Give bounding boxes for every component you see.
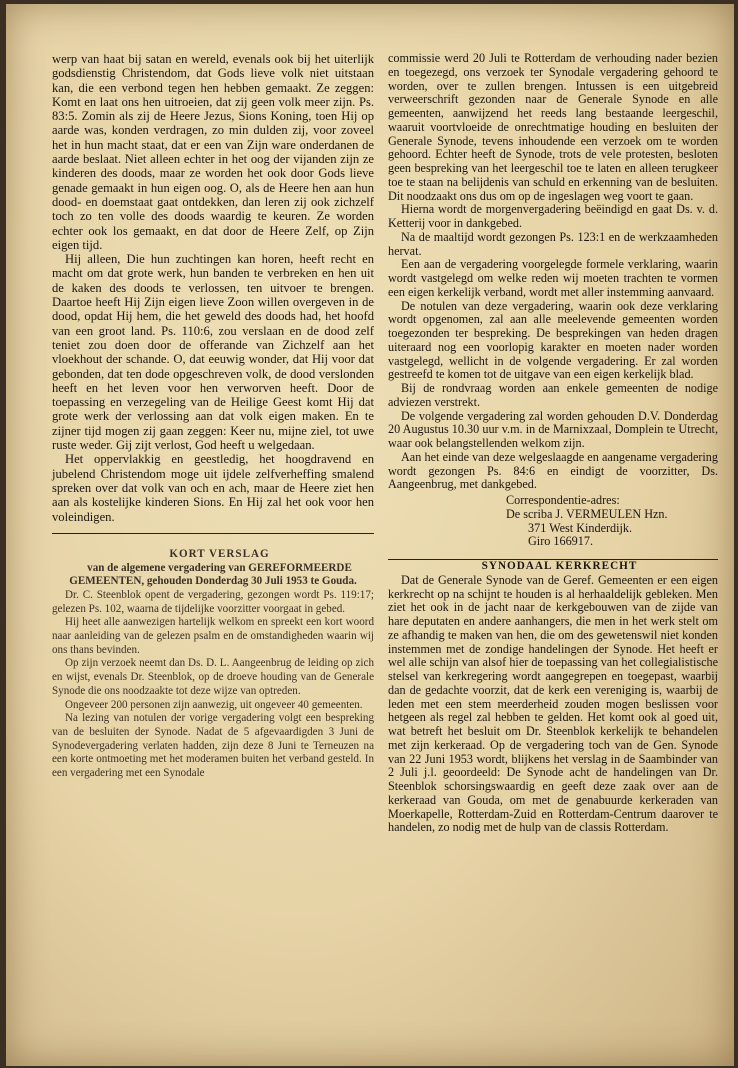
left-column xyxy=(52,52,374,781)
report-subtitle: van de algemene vergadering van GEREFORMEERDE GEMEENTEN, gehouden Donderdag 30 Juli 1953 te Gouda. xyxy=(69,561,357,588)
section-divider xyxy=(52,533,374,534)
correspondence-address xyxy=(388,494,718,549)
article-paragraph: Het oppervlakkig en geestledig, het hoogdravend en jubelend Christendom moge uit ijdele zelfverheffing smalend spreken over dat volk van och en ach, maar de Heere ziet hen aan als kostelijke kinderen Sions. En Hij zal het ook voor hen voleindigen. xyxy=(52,452,374,524)
article-paragraph: Dat de Generale Synode van de Geref. Gemeenten er een eigen kerkrecht op na schijnt te houden is al herhaaldelijk gebleken. Men ziet het ook in de jacht naar de kerkgebouwen van de zijde van hare deputaten en andere aanhangers, die men in het werk stelt om ze afhandig te maken van hen, die om des gewetenswil niet konden instemmen met de zondige handelingen der Synode. Het heeft er wel alle schijn van alsof hier de toepassing van het collegialistische stelsel van kerkregering wordt aangegrepen en toegepast, waarbij dan de gedachte voorzit, dat de kerk een vereniging is, waarbij de leden met een stem meerderheid zouden mogen beslissen voor hetgeen als regel zal hebben te gelden. Het komt ook al goed uit, wat betreft het besluit om Dr. Steenblok kerkelijk te behandelen met zijn kerkeraad. Op de vergadering toch van de Gen. Synode van 22 Juni 1953 wordt, blijkens het verslag in de Saambinder van 2 Juli j.l. geoordeeld: De Synode acht de handelingen van Dr. Steenblok schorsingswaardig en geeft deze zaak over aan de kerkeraad van Gouda, om met de genabuurde kerkeraden van Moerkapelle, Rotterdam-Zuid en Rotterdam-Centrum daarover te handelen, zo nodig met de hulp van de classis Rotterdam. xyxy=(388,572,718,835)
report-paragraph: Op zijn verzoek neemt dan Ds. D. L. Aangeenbrug de leiding op zich en wijst, evenals Dr. Steenblok, op de droeve houding van de Generale Synode die ons noodzaakte tot deze wijze van optreden. xyxy=(52,657,374,697)
report-paragraph: Na lezing van notulen der vorige vergadering volgt een bespreking van de besluiten der Synode. Nadat de 5 afgevaardigden 3 Juni de Synodevergadering verlaten hadden, zijn deze 8 Juni te Terneuzen na een korte ontmoeting met het moderamen buiten het verband gesteld. In een vergadering met een Synodale xyxy=(52,712,374,780)
report-paragraph: Hij heet alle aanwezigen hartelijk welkom en spreekt een kort woord naar aanleiding van de gelezen psalm en de omstandigheden waarin wij ons thans bevinden. xyxy=(52,616,374,656)
newspaper-page xyxy=(6,4,734,1066)
report-paragraph: Ongeveer 200 personen zijn aanwezig, uit ongeveer 40 gemeenten. xyxy=(65,698,363,711)
correspondence-street: 371 West Kinderdijk. xyxy=(528,520,633,535)
report-paragraph: commissie werd 20 Juli te Rotterdam de verhouding nader bezien en toegezegd, ons verzoek ter Synodale vergadering gehoord te worden, over te zullen brengen. Intussen is een uitgebreid verweerschrift gezonden naar de Generale Synode en alle gemeenten, aanwijzend het reeds lang bestaande leergeschil, waaruit voortvloeide de onrechtmatige houding en besluiten der Generale Synode, tevens inhoudende een verzoek om te worden gehoord. Echter heeft de Synode, trots de vele protesten, besloten geen bespreking van het leergeschil toe te laten en alleen terugkeer toe te staan na belijdenis van schuld en erkenning van de besluiten. Dit noodzaakt ons dus om op de ingeslagen weg voort te gaan. xyxy=(388,51,718,203)
correspondence-heading: Correspondentie-adres: xyxy=(506,493,620,507)
synodaal-kerkrecht-article xyxy=(388,574,718,835)
right-column xyxy=(388,52,718,835)
report-continuation xyxy=(388,52,718,492)
correspondence-giro: Giro 166917. xyxy=(528,534,593,549)
report-title: KORT VERSLAG xyxy=(169,547,270,560)
report-paragraph: Dr. C. Steenblok opent de vergadering, gezongen wordt Ps. 119:17; gelezen Ps. 102, waarna de tijdelijke voorzitter voorgaat in gebed. xyxy=(52,588,374,615)
report-paragraph: De notulen van deze vergadering, waarin ook deze verklaring wordt opgenomen, zal aan alle meelevende gemeenten worden toegezonden ter bespreking. De besprekingen van heden dragen uiteraard nog een voorlopig karakter en moeten nader worden vastgelegd, wellicht in de volgende vergadering. Er zal worden gestreefd te komen tot de uitgave van een eigen kerkelijk blad. xyxy=(388,298,718,382)
continued-article xyxy=(52,52,374,524)
article-paragraph: Hij alleen, Die hun zuchtingen kan horen, heeft recht en macht om dat grote werk, hun banden te verbreken en hen uit de kaken des doods te verlossen, ten uitvoer te brengen. Daartoe heeft Hij Zijn eigen lieve Zoon willen overgeven in de dood, opdat Hij hem, die het geweld des doods had, het hoofd van een groot land. Ps. 110:6, zou verslaan en de dood zelf teniet zou doen door de offerande van Zichzelf aan het vloekhout der schande. O, dat eeuwig wonder, dat Hij voor dat gebonden, dat ten dode opgeschreven volk, de dood verslonden heeft en het leven voor hen verworven heeft. Door de toepassing en verzegeling van de Heilige Geest komt Hij dat grote werk der verlossing aan dat volk eigen maken. En te zijner tijd mogen zij gaan zeggen: Keer nu, mijne ziel, tot uwe ruste weder. Gij zijt verlost, God heeft u welgedaan. xyxy=(52,252,374,453)
article-paragraph: werp van haat bij satan en wereld, evenals ook bij het uiterlijk godsdienstig Christendom, dat Gods lieve volk niet uitstaan kan, die een verbond tegen hen hebben gemaakt. Ze zeggen: Komt en laat ons hen uitroeien, dat zij geen volk meer zijn. Ps. 83:5. Zomin als zij de Heere Jezus, Sions Koning, toen Hij op aarde was, konden verdragen, zo min dulden zij, voor zoveel het in hun macht staat, dat er een van Zijn ware onderdanen de aarde beslaat. Niet alleen echter in het oog der vijanden zijn ze kinderen des doods, maar ze worden het ook door Gods lieve genade gemaakt in hun eigen oog. O, als de Heere hen aan hun dood- en doemstaat gaat ontdekken, dan leren zij ook zichzelf toch zo ten volle des doods waardig te keuren. Ze worden echter ook los gemaakt, en dat door de Heere Zelf, op Zijn eigen tijd. xyxy=(52,52,374,252)
report-paragraph: Na de maaltijd wordt gezongen Ps. 123:1 en de werkzaamheden hervat. xyxy=(388,229,718,258)
section-title: SYNODAAL KERKRECHT xyxy=(481,560,638,572)
report-paragraph: Een aan de vergadering voorgelegde formele verklaring, waarin wordt vastgelegd om welke reden wij moeten trachten te vormen een eigen kerkelijk verband, wordt met aller instemming aanvaard. xyxy=(388,257,718,299)
report-paragraph: Hierna wordt de morgenvergadering beëindigd en gaat Ds. v. d. Ketterij voor in dankgebed. xyxy=(388,202,718,230)
correspondence-name: De scriba J. VERMEULEN Hzn. xyxy=(506,506,668,521)
kort-verslag-article xyxy=(52,548,374,781)
report-paragraph: De volgende vergadering zal worden gehouden D.V. Donderdag 20 Augustus 10.30 uur v.m. in de Marnixzaal, Domplein te Utrecht, waar ook belangstellenden welkom zijn. xyxy=(388,408,718,450)
report-paragraph: Aan het einde van deze welgeslaagde en aangename vergadering wordt gezongen Ps. 84:6 en eindigt de voorzitter, Ds. Aangeenbrug, met dankgebed. xyxy=(388,449,718,492)
report-paragraph: Bij de rondvraag worden aan enkele gemeenten de nodige adviezen verstrekt. xyxy=(388,381,718,409)
